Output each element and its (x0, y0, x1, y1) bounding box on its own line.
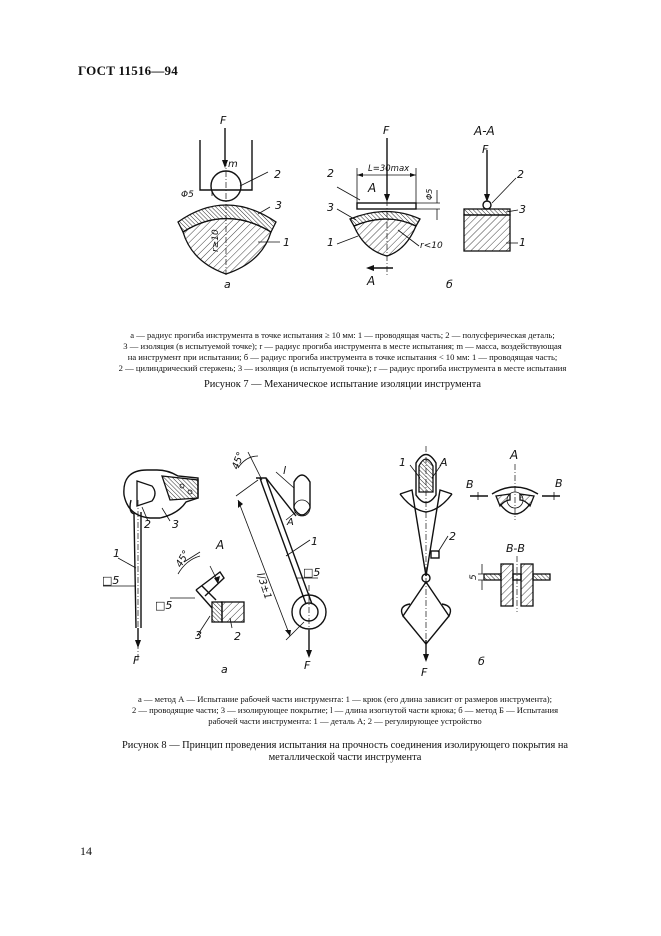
fig7-section-label-F: F (482, 143, 489, 156)
fig8b-detail-label-B-left: B (466, 478, 474, 491)
fig8b-label-1: 1 (399, 456, 406, 469)
fig7-section-title: A-A (474, 124, 495, 138)
figure-title-line: металлической части инструмента (268, 752, 422, 763)
fig7-section-label-3: 3 (519, 203, 526, 216)
fig8b-label-A: A (440, 456, 448, 469)
fig7-section-label-1: 1 (519, 236, 526, 249)
caption-line: на инструмент при испытании; б — радиус прогиба инструмента в точке испытания < 10 мм: 1 — проводящая часть; (127, 352, 558, 362)
fig7a-sublabel: a (224, 278, 231, 291)
fig8a-hook-label-len: l/3±1 (254, 571, 274, 601)
fig8a-detail-label-2: 2 (234, 630, 241, 643)
fig7b-label-L: L=30max (368, 164, 410, 174)
fig8a-hook-label-45: 45° (230, 450, 247, 472)
fig7a-label-2: 2 (274, 168, 281, 181)
fig8a-hook-label-l: l (283, 464, 287, 477)
fig7b-label-phi5: Φ5 (425, 188, 434, 200)
figure-8b-pliers-drawing (400, 446, 452, 662)
fig8a-hook-label-1: 1 (311, 535, 318, 548)
caption-line: 3 — изоляция (в испытуемой точке); r — радиус прогиба инструмента в месте испытания; m — масса, воздействующая (123, 341, 562, 351)
caption-line: 2 — проводящие части; 3 — изолирующее покрытие; l — длина изогнутой части крюка; б — метод Б — Испытания (131, 705, 559, 715)
fig7b-label-2: 2 (327, 167, 334, 180)
fig8a-detail-label-45: 45° (174, 548, 193, 570)
caption-line: а — метод А — Испытание рабочей части инструмента: 1 — крюк (его длина зависит от размеров инструмента); (137, 694, 553, 704)
fig8b-label-2: 2 (449, 530, 456, 543)
fig8b-detail-label-A: A (510, 448, 519, 462)
document-header: ГОСТ 11516—94 (78, 63, 178, 78)
fig7b-label-3: 3 (327, 201, 334, 214)
caption-line: 2 — цилиндрический стержень; 3 — изоляция (в испытуемой точке); r — радиус прогиба инструмента в месте испытания (118, 363, 567, 373)
fig8a-detail-label-A: A (216, 538, 225, 552)
fig8a-hook-label-A: A (287, 517, 294, 528)
figure-8b-section-drawing (478, 556, 550, 612)
fig8a-label-3-left: 3 (172, 518, 179, 531)
fig8a-label-sq5-left: □5 (102, 574, 120, 587)
fig7a-label-phi5: Φ5 (181, 190, 194, 200)
fig8a-detail-label-3: 3 (195, 629, 202, 642)
fig7a-label-r: r≥10 (211, 229, 221, 252)
fig8a-detail-label-sq5: □5 (155, 599, 173, 612)
figure-7b-drawing (337, 138, 440, 275)
fig8b-section-title: B-B (506, 542, 525, 555)
fig7b-label-F: F (383, 124, 390, 137)
figure-title-line: Рисунок 8 — Принцип проведения испытания на прочность соединения изолирующего покрытия на (121, 740, 569, 751)
figure-8b-detail-drawing (470, 464, 560, 520)
figure-8a-hook-drawing (236, 452, 326, 658)
fig8b-sublabel: б (478, 655, 485, 668)
figure-7-title: Рисунок 7 — Механическое испытание изоляции инструмента (203, 379, 482, 390)
fig7b-label-r: r<10 (420, 241, 443, 251)
fig7a-label-1: 1 (283, 236, 290, 249)
fig7b-label-1: 1 (327, 236, 334, 249)
fig7a-label-F: F (220, 114, 227, 127)
fig8b-section-label-5: 5 (469, 574, 479, 580)
fig7b-label-A-bottom: A (367, 274, 376, 288)
fig8a-hook-label-F: F (304, 659, 311, 672)
figure-7-section-drawing (464, 150, 518, 251)
fig8a-hook-label-sq5: □5 (303, 566, 321, 579)
fig7b-label-A-top: A (368, 181, 377, 195)
caption-line: рабочей части инструмента: 1 — деталь А; 2 — регулирующее устройство (208, 716, 482, 726)
fig7a-label-3: 3 (275, 199, 282, 212)
fig8a-label-1-left: 1 (113, 547, 120, 560)
page-number: 14 (80, 844, 92, 858)
figure-7a-drawing (178, 128, 280, 275)
fig7b-sublabel: б (446, 278, 453, 291)
fig8b-detail-label-B-right: B (555, 477, 563, 490)
fig8a-label-F-left: F (133, 654, 140, 667)
fig8b-label-F: F (421, 666, 428, 679)
fig8a-label-2-left: 2 (144, 518, 151, 531)
fig7a-label-m: m (228, 159, 238, 170)
fig7-section-label-2: 2 (517, 168, 524, 181)
fig8a-sublabel: a (221, 663, 228, 676)
caption-line: а — радиус прогиба инструмента в точке испытания ≥ 10 мм: 1 — проводящая часть; 2 — полусферическая деталь; (130, 330, 555, 340)
